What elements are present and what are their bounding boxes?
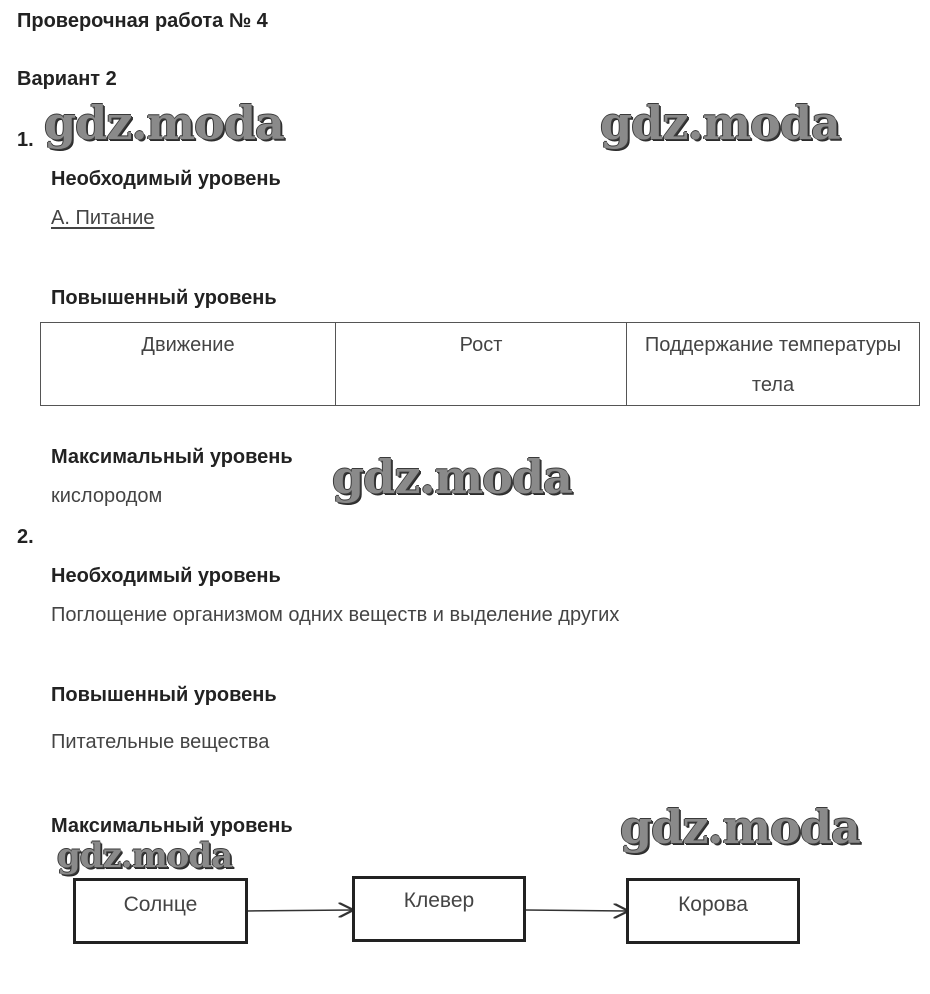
task-1-maximum-heading: Максимальный уровень [51, 446, 293, 468]
table-cell-growth: Рост [336, 323, 627, 406]
task-1-maximum-answer: кислородом [51, 485, 163, 507]
task-1-number: 1. [17, 129, 34, 151]
task-1-required-heading: Необходимый уровень [51, 168, 281, 190]
watermark: gdz.moda [332, 450, 572, 504]
task-2-maximum-heading: Максимальный уровень [51, 815, 293, 837]
task-2-required-heading: Необходимый уровень [51, 565, 281, 587]
chain-box-clover: Клевер [352, 876, 526, 942]
page-title: Проверочная работа № 4 [17, 10, 268, 32]
task-1-required-answer: А. Питание [51, 207, 155, 229]
table-cell-temperature: Поддержание температуры тела [627, 323, 920, 406]
chain-box-cow: Корова [626, 878, 800, 944]
arrow-clover-to-cow [525, 910, 627, 911]
task-1-advanced-heading: Повышенный уровень [51, 287, 277, 309]
task-2-number: 2. [17, 526, 34, 548]
variant-label: Вариант 2 [17, 68, 117, 90]
task-2-advanced-heading: Повышенный уровень [51, 684, 277, 706]
chain-box-sun: Солнце [73, 878, 248, 944]
task-2-advanced-answer: Питательные вещества [51, 731, 270, 753]
watermark: gdz.moda [44, 96, 284, 150]
watermark: gdz.moda [57, 836, 233, 876]
table-cell-movement: Движение [41, 323, 336, 406]
task-1-answer-table [40, 322, 920, 406]
task-2-required-answer: Поглощение организмом одних веществ и выделение других [51, 604, 620, 626]
watermark: gdz.moda [620, 800, 860, 854]
arrow-sun-to-clover [247, 910, 352, 911]
watermark: gdz.moda [600, 96, 840, 150]
